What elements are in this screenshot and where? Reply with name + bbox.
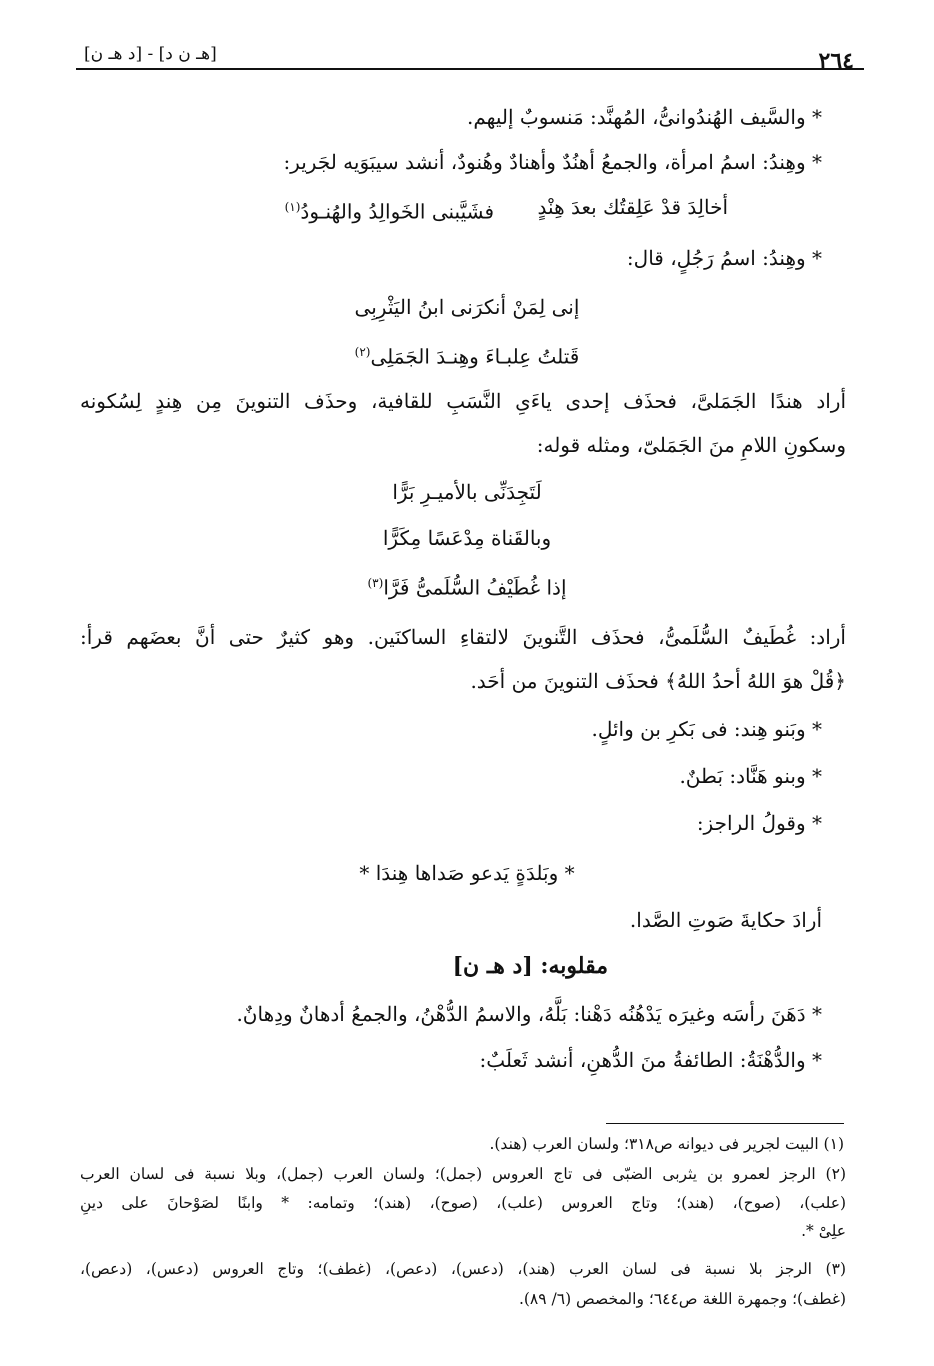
footnote-line: (غطف)؛ وجمهرة اللغة ص٦٤٤؛ والمخصص (٦/ ٨٩). — [518, 1290, 846, 1308]
verse-hemistich-right: أخالِدَ قدْ عَلِقتُك بعدَ هِنْدٍ — [537, 195, 728, 219]
entry-line: * وقولُ الراجز: — [696, 811, 822, 835]
footnote-line: (٢) الرجز لعمرو بن يثربى الضبّى فى تاج العروس (جمل)؛ ولسان العرب (جمل)، وبلا نسبة فى لسان العرب — [80, 1165, 846, 1183]
entry-line: * والسَّيف الهُندُوانىُّ، المُهنَّد: مَنسوبٌ إليهم. — [466, 105, 822, 129]
verse-line: وبالقَناة مِدْعَسًا مِكَرًّا — [382, 526, 552, 550]
paragraph-line: وسكونِ اللامِ منَ الجَمَلىّ، ومثله قوله: — [536, 433, 846, 457]
paragraph-line: أراد هندًا الجَمَلىَّ، فحذَف إحدى ياءَىِ النَّسَبِ للقافية، وحذَف التنوينَ مِن هِندٍ لِسُكونه — [80, 389, 846, 413]
verse-line: إنى لِمَنْ أنكرَنى ابنُ اليَثْرِبِى — [354, 295, 580, 319]
verse-hemistich-left — [285, 192, 494, 227]
entry-line: * دَهَنَ رأسَه وغيرَه يَدْهُنُه دَهْنا: بَلَّهُ، والاسمُ الدُّهْنُ، والجمعُ أدهانٌ ودِهانٌ. — [236, 1002, 822, 1026]
footnote-line: علِىْ *. — [801, 1222, 846, 1240]
verse-line — [0, 337, 934, 372]
entry-line: * وبنو هَنَّاد: بَطنٌ. — [679, 764, 822, 788]
footnote-line: (٣) الرجز بلا نسبة فى لسان العرب (هند)، (دعس)، (دعص)، (غطف)؛ وتاج العروس (دعس)، (دعص)، — [80, 1260, 846, 1278]
paragraph-line: ﴿قُلْ هوَ اللهُ أحدُ اللهُ﴾ فحذَف التنوينَ من أحَد. — [470, 669, 846, 693]
header-rule — [76, 68, 864, 70]
verse-line: لَتَجِدَنِّى بالأميـرِ بَرًّا — [392, 480, 542, 504]
paragraph-line: أراد: غُطَيفٌ السُّلَمىُّ، فحذَف التَّنوينَ لالتقاءِ الساكنَين. وهو كثيرٌ حتى أنَّ بعضَهم قرأ: — [80, 625, 846, 649]
entry-line: * وهِندُ: اسمُ امرأة، والجمعُ أهنُدٌ وأهنادٌ وهُنودٌ، أنشد سيبَوَيه لجَرير: — [283, 150, 822, 174]
footnote-mark: (١) — [284, 200, 301, 214]
verse-text: إذا غُطَيْفُ السُّلَمىُّ فَرَّا — [383, 575, 567, 600]
entry-line: * وهِندُ: اسمُ رَجُلٍ، قال: — [626, 246, 822, 270]
verse-line: * وبَلدَةٍ يَدعو صَداها هِندَا * — [359, 861, 575, 885]
footnote-rule — [606, 1123, 844, 1124]
page-number: ٢٦٤ — [818, 48, 854, 74]
entry-line: * والدُّهْنَةُ: الطائفةُ منَ الدُّهنِ، أنشد ثَعلَبٌ: — [479, 1048, 822, 1072]
verse-line — [0, 568, 934, 603]
verse-text: فشَيَّبنى الخَوالِدُ والهُنـودُ — [300, 199, 494, 224]
footnote-line: (١) البيت لجرير فى ديوانه ص٣١٨؛ ولسان العرب (هند). — [489, 1135, 844, 1153]
entry-line: * وبَنو هِند: فى بَكرِ بن وائلٍ. — [591, 717, 822, 741]
section-heading: مقلوبه: [د هـ ن] — [452, 953, 608, 979]
footnote-mark: (٢) — [354, 345, 371, 359]
root-label: [هـ ن د] - [د هـ ن] — [84, 44, 217, 64]
footnote-mark: (٣) — [367, 576, 384, 590]
verse-text: قَتلتُ عِلبـاءَ وهِنـدَ الجَمَلِى — [370, 344, 580, 369]
page-header — [70, 38, 864, 88]
paragraph-line: أرادَ حكايةَ صَوتِ الصَّدا. — [629, 908, 822, 932]
footnote-line: (علب)، (صوح)، (هند)؛ وتاج العروس (علب)، (صوح)، (هند)؛ وتمامه: * وابنًا لصَوْحانَ على دينِ — [80, 1194, 846, 1212]
